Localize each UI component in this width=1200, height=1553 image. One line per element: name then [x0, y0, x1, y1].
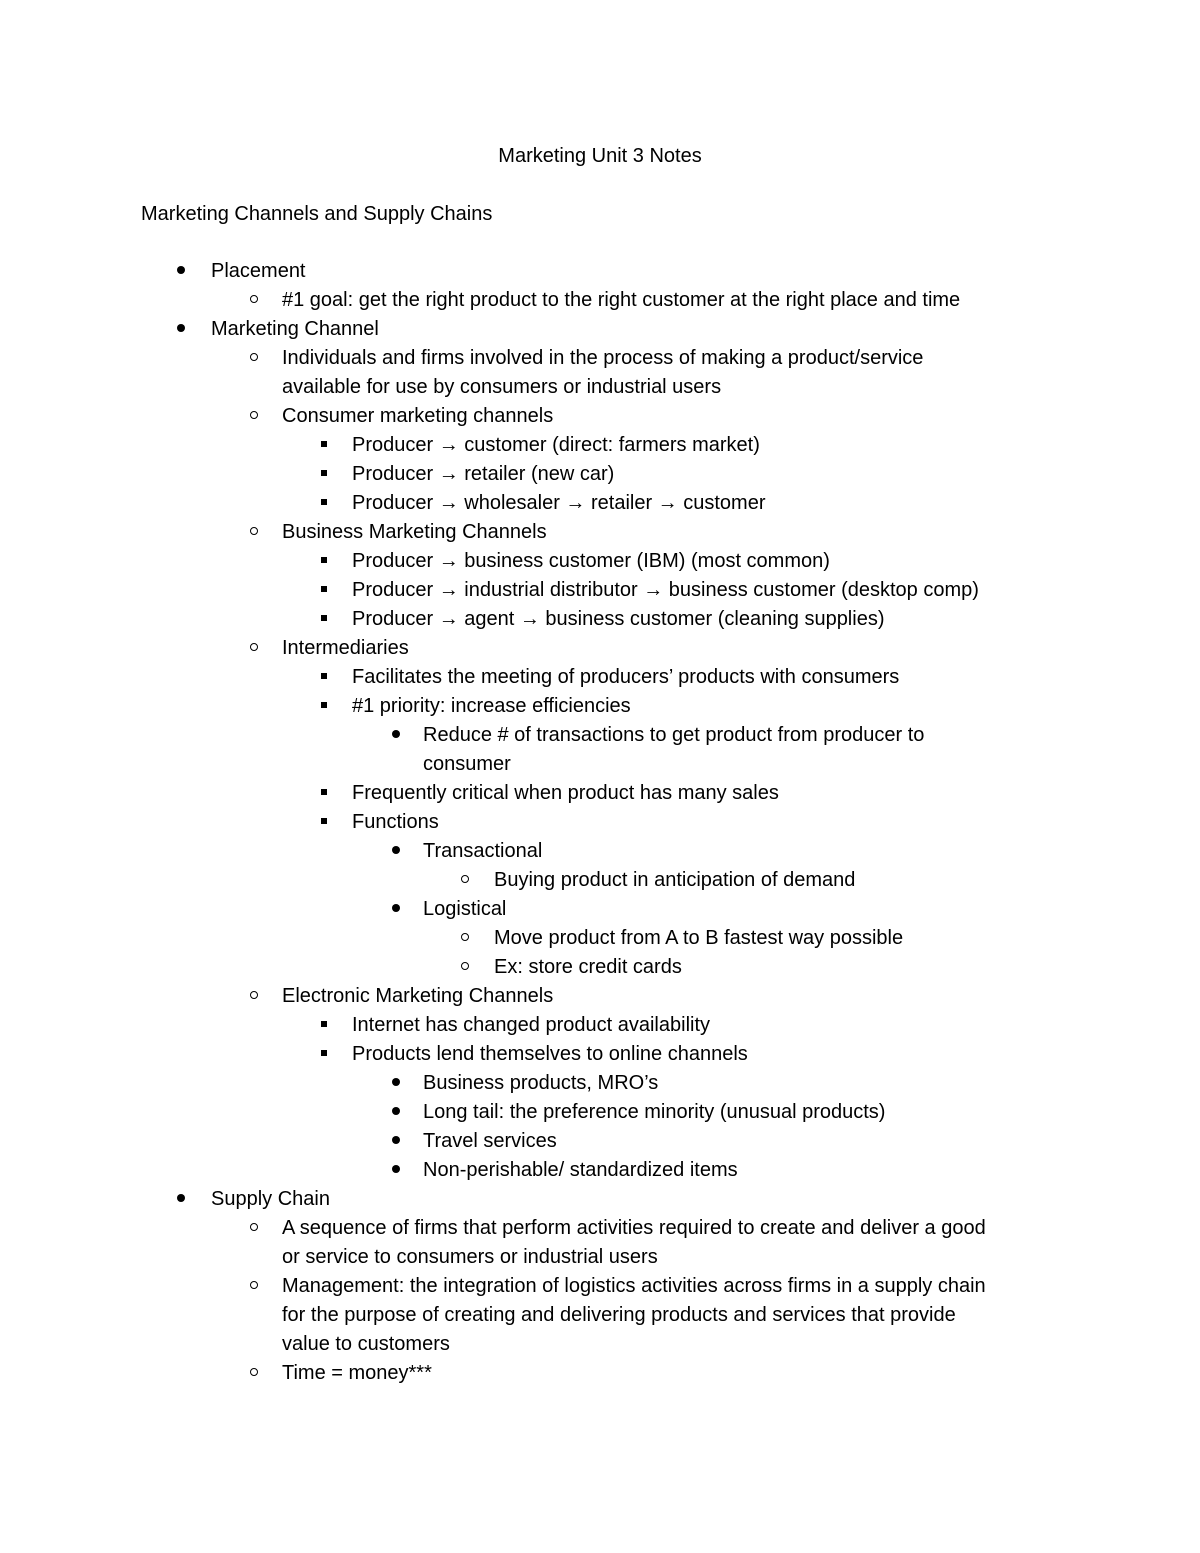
outline-line [0, 286, 1200, 315]
bullet-square-icon [314, 663, 334, 692]
outline-line [0, 1127, 1200, 1156]
outline-text: Individuals and firms involved in the process of making a product/service [282, 347, 924, 369]
outline-text: Transactional [423, 840, 543, 862]
outline-line [0, 344, 1200, 373]
outline-text: Internet has changed product availability [352, 1014, 711, 1036]
bullet-square-icon [314, 779, 334, 808]
outline-text: Business products, MRO’s [423, 1072, 659, 1094]
outline-line [0, 1214, 1200, 1243]
outline-text: Electronic Marketing Channels [282, 985, 554, 1007]
outline-line [0, 895, 1200, 924]
outline-line [0, 518, 1200, 547]
outline-text: Producer → business customer (IBM) (most common) [352, 550, 830, 572]
outline-line [0, 1156, 1200, 1185]
bullet-circle-icon [244, 1214, 264, 1243]
bullet-circle-icon [455, 924, 475, 953]
bullet-dot-icon [386, 837, 406, 866]
outline-line [0, 721, 1200, 750]
outline-line [0, 402, 1200, 431]
outline-text: Producer → agent → business customer (cleaning supplies) [352, 608, 885, 630]
outline-text: Reduce # of transactions to get product from producer to [423, 724, 925, 746]
outline-text: Intermediaries [282, 637, 409, 659]
outline-line [0, 750, 1200, 779]
outline-line [0, 1359, 1200, 1388]
outline-text: A sequence of firms that perform activities required to create and deliver a good [282, 1217, 986, 1239]
bullet-circle-icon [244, 982, 264, 1011]
outline-line [0, 1243, 1200, 1272]
outline-line [0, 982, 1200, 1011]
outline-text: Products lend themselves to online channels [352, 1043, 748, 1065]
outline-text: Producer → customer (direct: farmers market) [352, 434, 760, 456]
outline-text: Travel services [423, 1130, 557, 1152]
outline-text: Business Marketing Channels [282, 521, 547, 543]
outline-text: Producer → industrial distributor → business customer (desktop comp) [352, 579, 979, 601]
outline-text: Non-perishable/ standardized items [423, 1159, 738, 1181]
outline-text: Producer → wholesaler → retailer → customer [352, 492, 766, 514]
bullet-circle-icon [244, 344, 264, 373]
outline-text: for the purpose of creating and delivering products and services that provide [282, 1304, 956, 1326]
bullet-circle-icon [244, 402, 264, 431]
bullet-circle-icon [455, 953, 475, 982]
bullet-square-icon [314, 1040, 334, 1069]
outline-line [0, 373, 1200, 402]
outline-text: Facilitates the meeting of producers’ products with consumers [352, 666, 900, 688]
outline-line [0, 489, 1200, 518]
outline-text: Logistical [423, 898, 507, 920]
outline-text: value to customers [282, 1333, 450, 1355]
bullet-square-icon [314, 431, 334, 460]
bullet-circle-icon [244, 518, 264, 547]
bullet-dot-icon [171, 257, 191, 286]
outline-text: Ex: store credit cards [494, 956, 682, 978]
outline-line [0, 808, 1200, 837]
bullet-square-icon [314, 489, 334, 518]
section-heading: Marketing Channels and Supply Chains [141, 203, 493, 225]
bullet-dot-icon [386, 1127, 406, 1156]
bullet-circle-icon [244, 1272, 264, 1301]
outline-text: Long tail: the preference minority (unusual products) [423, 1101, 886, 1123]
outline-line [0, 1272, 1200, 1301]
outline-text: Producer → retailer (new car) [352, 463, 615, 485]
outline-line [0, 547, 1200, 576]
outline-line [0, 431, 1200, 460]
outline-text: consumer [423, 753, 511, 775]
outline-line [0, 1069, 1200, 1098]
outline-text: Frequently critical when product has many sales [352, 782, 779, 804]
bullet-square-icon [314, 547, 334, 576]
outline-line [0, 779, 1200, 808]
bullet-circle-icon [244, 286, 264, 315]
page-title: Marketing Unit 3 Notes [498, 145, 702, 167]
outline-line [0, 634, 1200, 663]
outline-line [0, 1330, 1200, 1359]
outline-line [0, 1098, 1200, 1127]
bullet-dot-icon [386, 1156, 406, 1185]
bullet-dot-icon [171, 315, 191, 344]
bullet-dot-icon [171, 1185, 191, 1214]
outline-line [0, 924, 1200, 953]
outline-line [0, 1011, 1200, 1040]
bullet-square-icon [314, 460, 334, 489]
outline-line [0, 576, 1200, 605]
outline-line [0, 257, 1200, 286]
outline-line [0, 460, 1200, 489]
bullet-circle-icon [455, 866, 475, 895]
outline-text: or service to consumers or industrial users [282, 1246, 658, 1268]
notes-outline [0, 257, 1200, 1388]
bullet-square-icon [314, 808, 334, 837]
outline-text: Move product from A to B fastest way possible [494, 927, 904, 949]
outline-line [0, 605, 1200, 634]
outline-text: Consumer marketing channels [282, 405, 554, 427]
outline-line [0, 1185, 1200, 1214]
outline-line [0, 315, 1200, 344]
outline-line [0, 837, 1200, 866]
outline-line [0, 953, 1200, 982]
outline-line [0, 1301, 1200, 1330]
bullet-dot-icon [386, 895, 406, 924]
bullet-dot-icon [386, 1098, 406, 1127]
outline-text: Functions [352, 811, 439, 833]
bullet-circle-icon [244, 1359, 264, 1388]
outline-line [0, 692, 1200, 721]
outline-line [0, 866, 1200, 895]
outline-text: Buying product in anticipation of demand [494, 869, 856, 891]
outline-text: #1 goal: get the right product to the right customer at the right place and time [282, 289, 961, 311]
outline-text: Time = money*** [282, 1362, 432, 1384]
bullet-square-icon [314, 576, 334, 605]
outline-text: Supply Chain [211, 1188, 330, 1210]
outline-line [0, 1040, 1200, 1069]
bullet-square-icon [314, 605, 334, 634]
outline-text: Management: the integration of logistics activities across firms in a supply chain [282, 1275, 986, 1297]
outline-text: Placement [211, 260, 306, 282]
bullet-square-icon [314, 692, 334, 721]
bullet-dot-icon [386, 1069, 406, 1098]
outline-text: available for use by consumers or industrial users [282, 376, 722, 398]
outline-text: #1 priority: increase efficiencies [352, 695, 631, 717]
bullet-square-icon [314, 1011, 334, 1040]
bullet-circle-icon [244, 634, 264, 663]
bullet-dot-icon [386, 721, 406, 750]
outline-text: Marketing Channel [211, 318, 379, 340]
outline-line [0, 663, 1200, 692]
